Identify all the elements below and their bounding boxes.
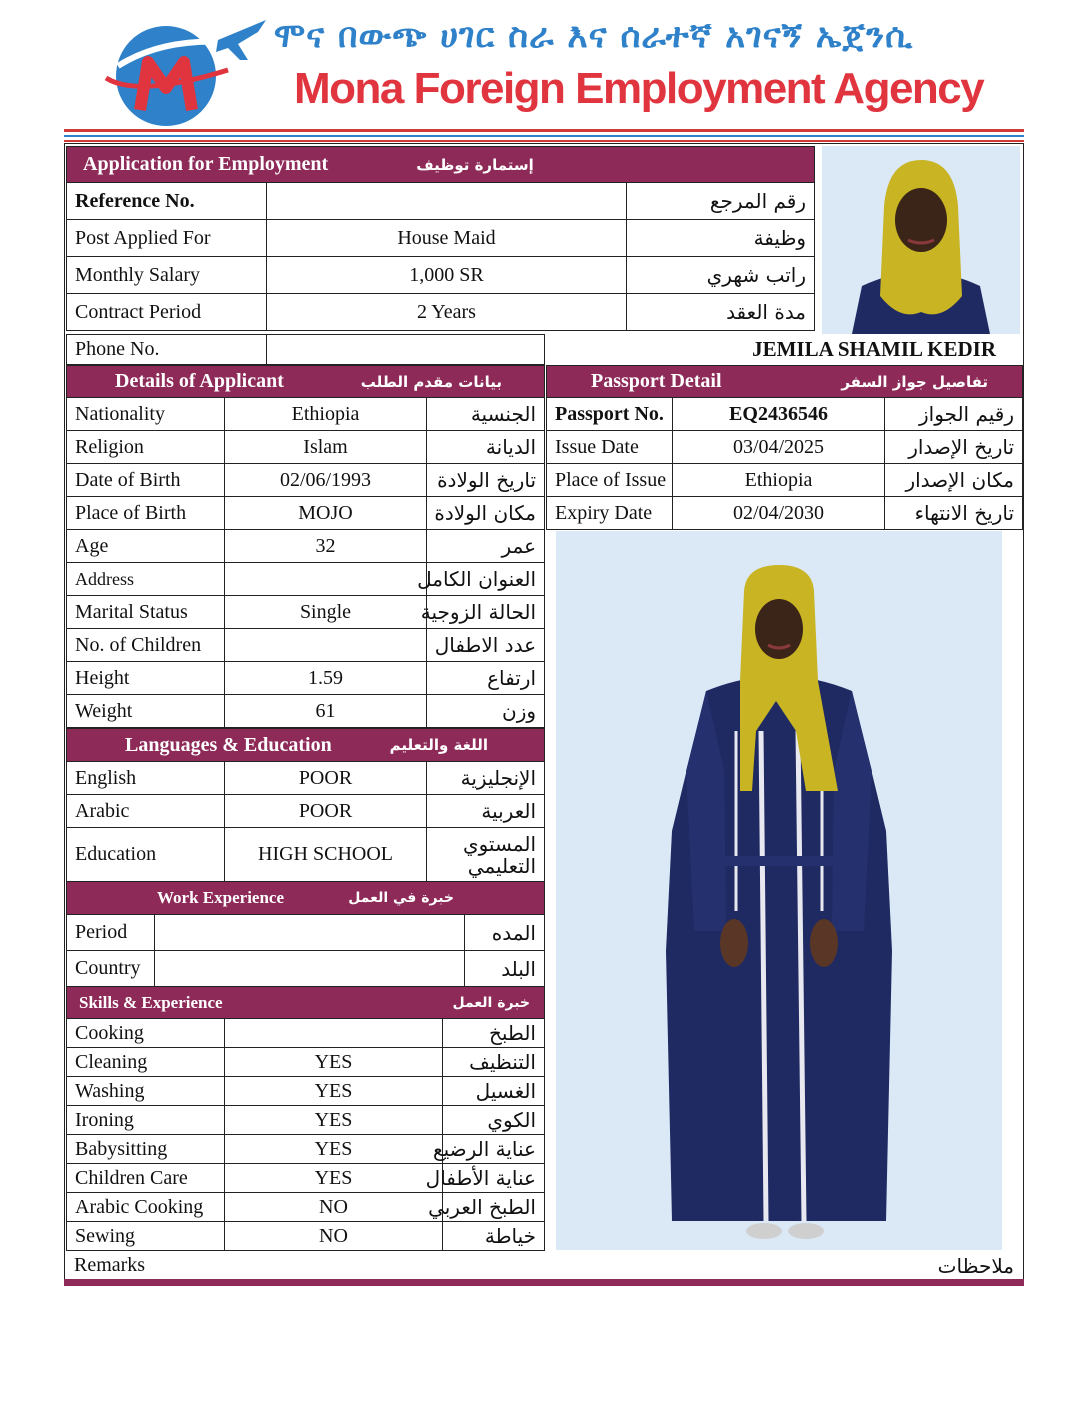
table-row bbox=[67, 1164, 545, 1193]
reference-value bbox=[267, 183, 627, 220]
table-row bbox=[67, 762, 545, 795]
table-row bbox=[67, 257, 815, 294]
children-value bbox=[225, 629, 427, 662]
skill-label: Babysitting bbox=[67, 1135, 225, 1164]
application-table bbox=[66, 146, 815, 331]
table-row bbox=[67, 530, 545, 563]
skills-title-ar: خبرة العمل bbox=[452, 994, 530, 1011]
field-label-ar: العربية bbox=[427, 795, 545, 828]
languages-title: Languages & Education bbox=[125, 733, 332, 756]
field-label: Date of Birth bbox=[67, 464, 225, 497]
field-label: Place of Birth bbox=[67, 497, 225, 530]
skill-value: YES bbox=[225, 1048, 443, 1077]
table-row bbox=[67, 464, 545, 497]
skill-label-ar: الطبخ العربي bbox=[443, 1193, 545, 1222]
table-row bbox=[67, 695, 545, 728]
table-row bbox=[547, 497, 1023, 530]
letterhead bbox=[64, 8, 1024, 134]
field-label: Nationality bbox=[67, 398, 225, 431]
details-table bbox=[66, 365, 545, 728]
passport-header bbox=[547, 366, 1023, 398]
skill-label: Ironing bbox=[67, 1106, 225, 1135]
remarks-table bbox=[66, 1252, 1022, 1279]
skill-label-ar: خياطة bbox=[443, 1222, 545, 1251]
table-row bbox=[67, 1193, 545, 1222]
table-row bbox=[67, 1048, 545, 1077]
application-title-ar: إستمارة توظيف bbox=[416, 155, 534, 174]
skill-label: Washing bbox=[67, 1077, 225, 1106]
footer-bar bbox=[64, 1279, 1024, 1286]
skill-label: Cleaning bbox=[67, 1048, 225, 1077]
application-title: Application for Employment bbox=[83, 153, 329, 175]
period-value bbox=[155, 915, 465, 951]
table-row bbox=[67, 629, 545, 662]
weight-value: 61 bbox=[225, 695, 427, 728]
skill-label: Sewing bbox=[67, 1222, 225, 1251]
skill-label-ar: الكوي bbox=[443, 1106, 545, 1135]
place-of-issue: Ethiopia bbox=[673, 464, 885, 497]
field-label-ar: ارتفاع bbox=[427, 662, 545, 695]
post-value: House Maid bbox=[267, 220, 627, 257]
field-label: Contract Period bbox=[67, 294, 267, 331]
skills-header bbox=[67, 987, 545, 1019]
field-label: Post Applied For bbox=[67, 220, 267, 257]
work-title: Work Experience bbox=[157, 888, 285, 907]
phone-value bbox=[267, 335, 545, 365]
person-portrait-icon bbox=[822, 146, 1020, 334]
person-full-body-icon bbox=[556, 531, 1002, 1250]
address-value bbox=[225, 563, 427, 596]
skill-value: NO bbox=[225, 1193, 443, 1222]
table-row bbox=[67, 596, 545, 629]
skill-label-ar: عناية الرضيع bbox=[443, 1135, 545, 1164]
field-label: Monthly Salary bbox=[67, 257, 267, 294]
field-label-ar: البلد bbox=[465, 951, 545, 987]
field-label-ar: راتب شهري bbox=[627, 257, 815, 294]
field-label: Expiry Date bbox=[547, 497, 673, 530]
table-row bbox=[547, 398, 1023, 431]
field-label-ar: تاريخ الإصدار bbox=[885, 431, 1023, 464]
skill-value: YES bbox=[225, 1135, 443, 1164]
field-label-ar: المستوي التعليمي bbox=[427, 828, 545, 882]
skill-value: NO bbox=[225, 1222, 443, 1251]
expiry-date: 02/04/2030 bbox=[673, 497, 885, 530]
table-row bbox=[67, 183, 815, 220]
field-label-ar: رقم المرجع bbox=[627, 183, 815, 220]
amharic-title: ሞና በውጭ ሀገር ስራ እና ሰራተኛ አገናኝ ኤጀንሲ bbox=[274, 16, 914, 56]
field-label-ar: رقيم الجواز bbox=[885, 398, 1023, 431]
english-value: POOR bbox=[225, 762, 427, 795]
table-row bbox=[67, 563, 545, 596]
skill-value bbox=[225, 1019, 443, 1048]
passport-number: EQ2436546 bbox=[673, 398, 885, 431]
passport-table bbox=[546, 365, 1023, 530]
table-row bbox=[67, 1106, 545, 1135]
table-row bbox=[67, 662, 545, 695]
skill-label-ar: التنظيف bbox=[443, 1048, 545, 1077]
issue-date: 03/04/2025 bbox=[673, 431, 885, 464]
field-label-ar: عمر bbox=[427, 530, 545, 563]
table-row bbox=[547, 431, 1023, 464]
table-row bbox=[67, 795, 545, 828]
arabic-value: POOR bbox=[225, 795, 427, 828]
field-label: Issue Date bbox=[547, 431, 673, 464]
skills-table bbox=[66, 986, 545, 1251]
passport-title: Passport Detail bbox=[591, 370, 722, 392]
table-row bbox=[67, 1135, 545, 1164]
field-label-ar: الجنسية bbox=[427, 398, 545, 431]
skills-title: Skills & Experience bbox=[79, 992, 223, 1012]
field-label: Arabic bbox=[67, 795, 225, 828]
height-value: 1.59 bbox=[225, 662, 427, 695]
field-label-ar: وظيفة bbox=[627, 220, 815, 257]
phone-label: Phone No. bbox=[67, 335, 267, 365]
languages-title-ar: اللغة والتعليم bbox=[389, 736, 489, 754]
details-title: Details of Applicant bbox=[115, 370, 284, 392]
field-label: Passport No. bbox=[547, 398, 673, 431]
field-label: Age bbox=[67, 530, 225, 563]
education-value: HIGH SCHOOL bbox=[225, 828, 427, 882]
field-label-ar: مكان الإصدار bbox=[885, 464, 1023, 497]
skill-label: Arabic Cooking bbox=[67, 1193, 225, 1222]
remarks-label: Remarks bbox=[74, 1254, 146, 1276]
field-label: Period bbox=[67, 915, 155, 951]
table-row bbox=[547, 464, 1023, 497]
birthplace-value: MOJO bbox=[225, 497, 427, 530]
phone-table bbox=[66, 334, 545, 365]
applicant-photo-full bbox=[556, 531, 1002, 1250]
country-value bbox=[155, 951, 465, 987]
applicant-name: JEMILA SHAMIL KEDIR bbox=[752, 337, 996, 361]
skill-label: Children Care bbox=[67, 1164, 225, 1193]
field-label: Education bbox=[67, 828, 225, 882]
header-rule bbox=[64, 129, 1024, 132]
details-header bbox=[67, 366, 545, 398]
field-label-ar: الحالة الزوجية bbox=[427, 596, 545, 629]
application-header bbox=[67, 147, 815, 183]
field-label-ar: المده bbox=[465, 915, 545, 951]
field-label: English bbox=[67, 762, 225, 795]
table-row bbox=[67, 1222, 545, 1251]
table-row bbox=[67, 398, 545, 431]
skill-value: YES bbox=[225, 1164, 443, 1193]
field-label: Religion bbox=[67, 431, 225, 464]
table-row bbox=[67, 828, 545, 882]
table-row bbox=[67, 915, 545, 951]
table-row bbox=[67, 1077, 545, 1106]
field-label: Place of Issue bbox=[547, 464, 673, 497]
dob-value: 02/06/1993 bbox=[225, 464, 427, 497]
skill-label: Cooking bbox=[67, 1019, 225, 1048]
table-row bbox=[67, 294, 815, 331]
table-row bbox=[67, 951, 545, 987]
field-label-ar: عدد الاطفال bbox=[427, 629, 545, 662]
field-label: Height bbox=[67, 662, 225, 695]
field-label: Country bbox=[67, 951, 155, 987]
remarks-label-ar: ملاحظات bbox=[937, 1253, 1014, 1278]
skill-value: YES bbox=[225, 1077, 443, 1106]
company-name: Mona Foreign Employment Agency bbox=[294, 64, 984, 113]
skill-value: YES bbox=[225, 1106, 443, 1135]
salary-value: 1,000 SR bbox=[267, 257, 627, 294]
contract-value: 2 Years bbox=[267, 294, 627, 331]
header-rule bbox=[64, 140, 1024, 142]
table-row bbox=[67, 431, 545, 464]
field-label-ar: مكان الولادة bbox=[427, 497, 545, 530]
field-label-ar: تاريخ الانتهاء bbox=[885, 497, 1023, 530]
field-label: No. of Children bbox=[67, 629, 225, 662]
field-label: Address bbox=[67, 563, 225, 596]
work-title-ar: خبرة في العمل bbox=[348, 890, 454, 906]
passport-title-ar: تفاصيل جواز السفر bbox=[841, 372, 989, 391]
languages-header bbox=[67, 729, 545, 762]
details-title-ar: بيانات مقدم الطلب bbox=[360, 372, 503, 391]
work-header bbox=[67, 882, 545, 915]
header-rule bbox=[64, 135, 1024, 137]
languages-table bbox=[66, 728, 545, 882]
table-row bbox=[67, 220, 815, 257]
age-value: 32 bbox=[225, 530, 427, 563]
table-row bbox=[67, 497, 545, 530]
field-label: Marital Status bbox=[67, 596, 225, 629]
applicant-photo-small bbox=[822, 146, 1020, 334]
skill-label-ar: عناية الأطفال bbox=[443, 1164, 545, 1193]
work-table bbox=[66, 881, 545, 987]
skill-label-ar: الغسيل bbox=[443, 1077, 545, 1106]
field-label-ar: الديانة bbox=[427, 431, 545, 464]
globe-plane-logo bbox=[78, 14, 268, 132]
field-label-ar: العنوان الكامل bbox=[427, 563, 545, 596]
field-label-ar: وزن bbox=[427, 695, 545, 728]
field-label-ar: تاريخ الولادة bbox=[427, 464, 545, 497]
field-label: Weight bbox=[67, 695, 225, 728]
table-row bbox=[67, 1019, 545, 1048]
skill-label-ar: الطبخ bbox=[443, 1019, 545, 1048]
field-label: Reference No. bbox=[67, 183, 267, 220]
field-label-ar: الإنجليزية bbox=[427, 762, 545, 795]
nationality-value: Ethiopia bbox=[225, 398, 427, 431]
religion-value: Islam bbox=[225, 431, 427, 464]
field-label-ar: مدة العقد bbox=[627, 294, 815, 331]
marital-value: Single bbox=[225, 596, 427, 629]
